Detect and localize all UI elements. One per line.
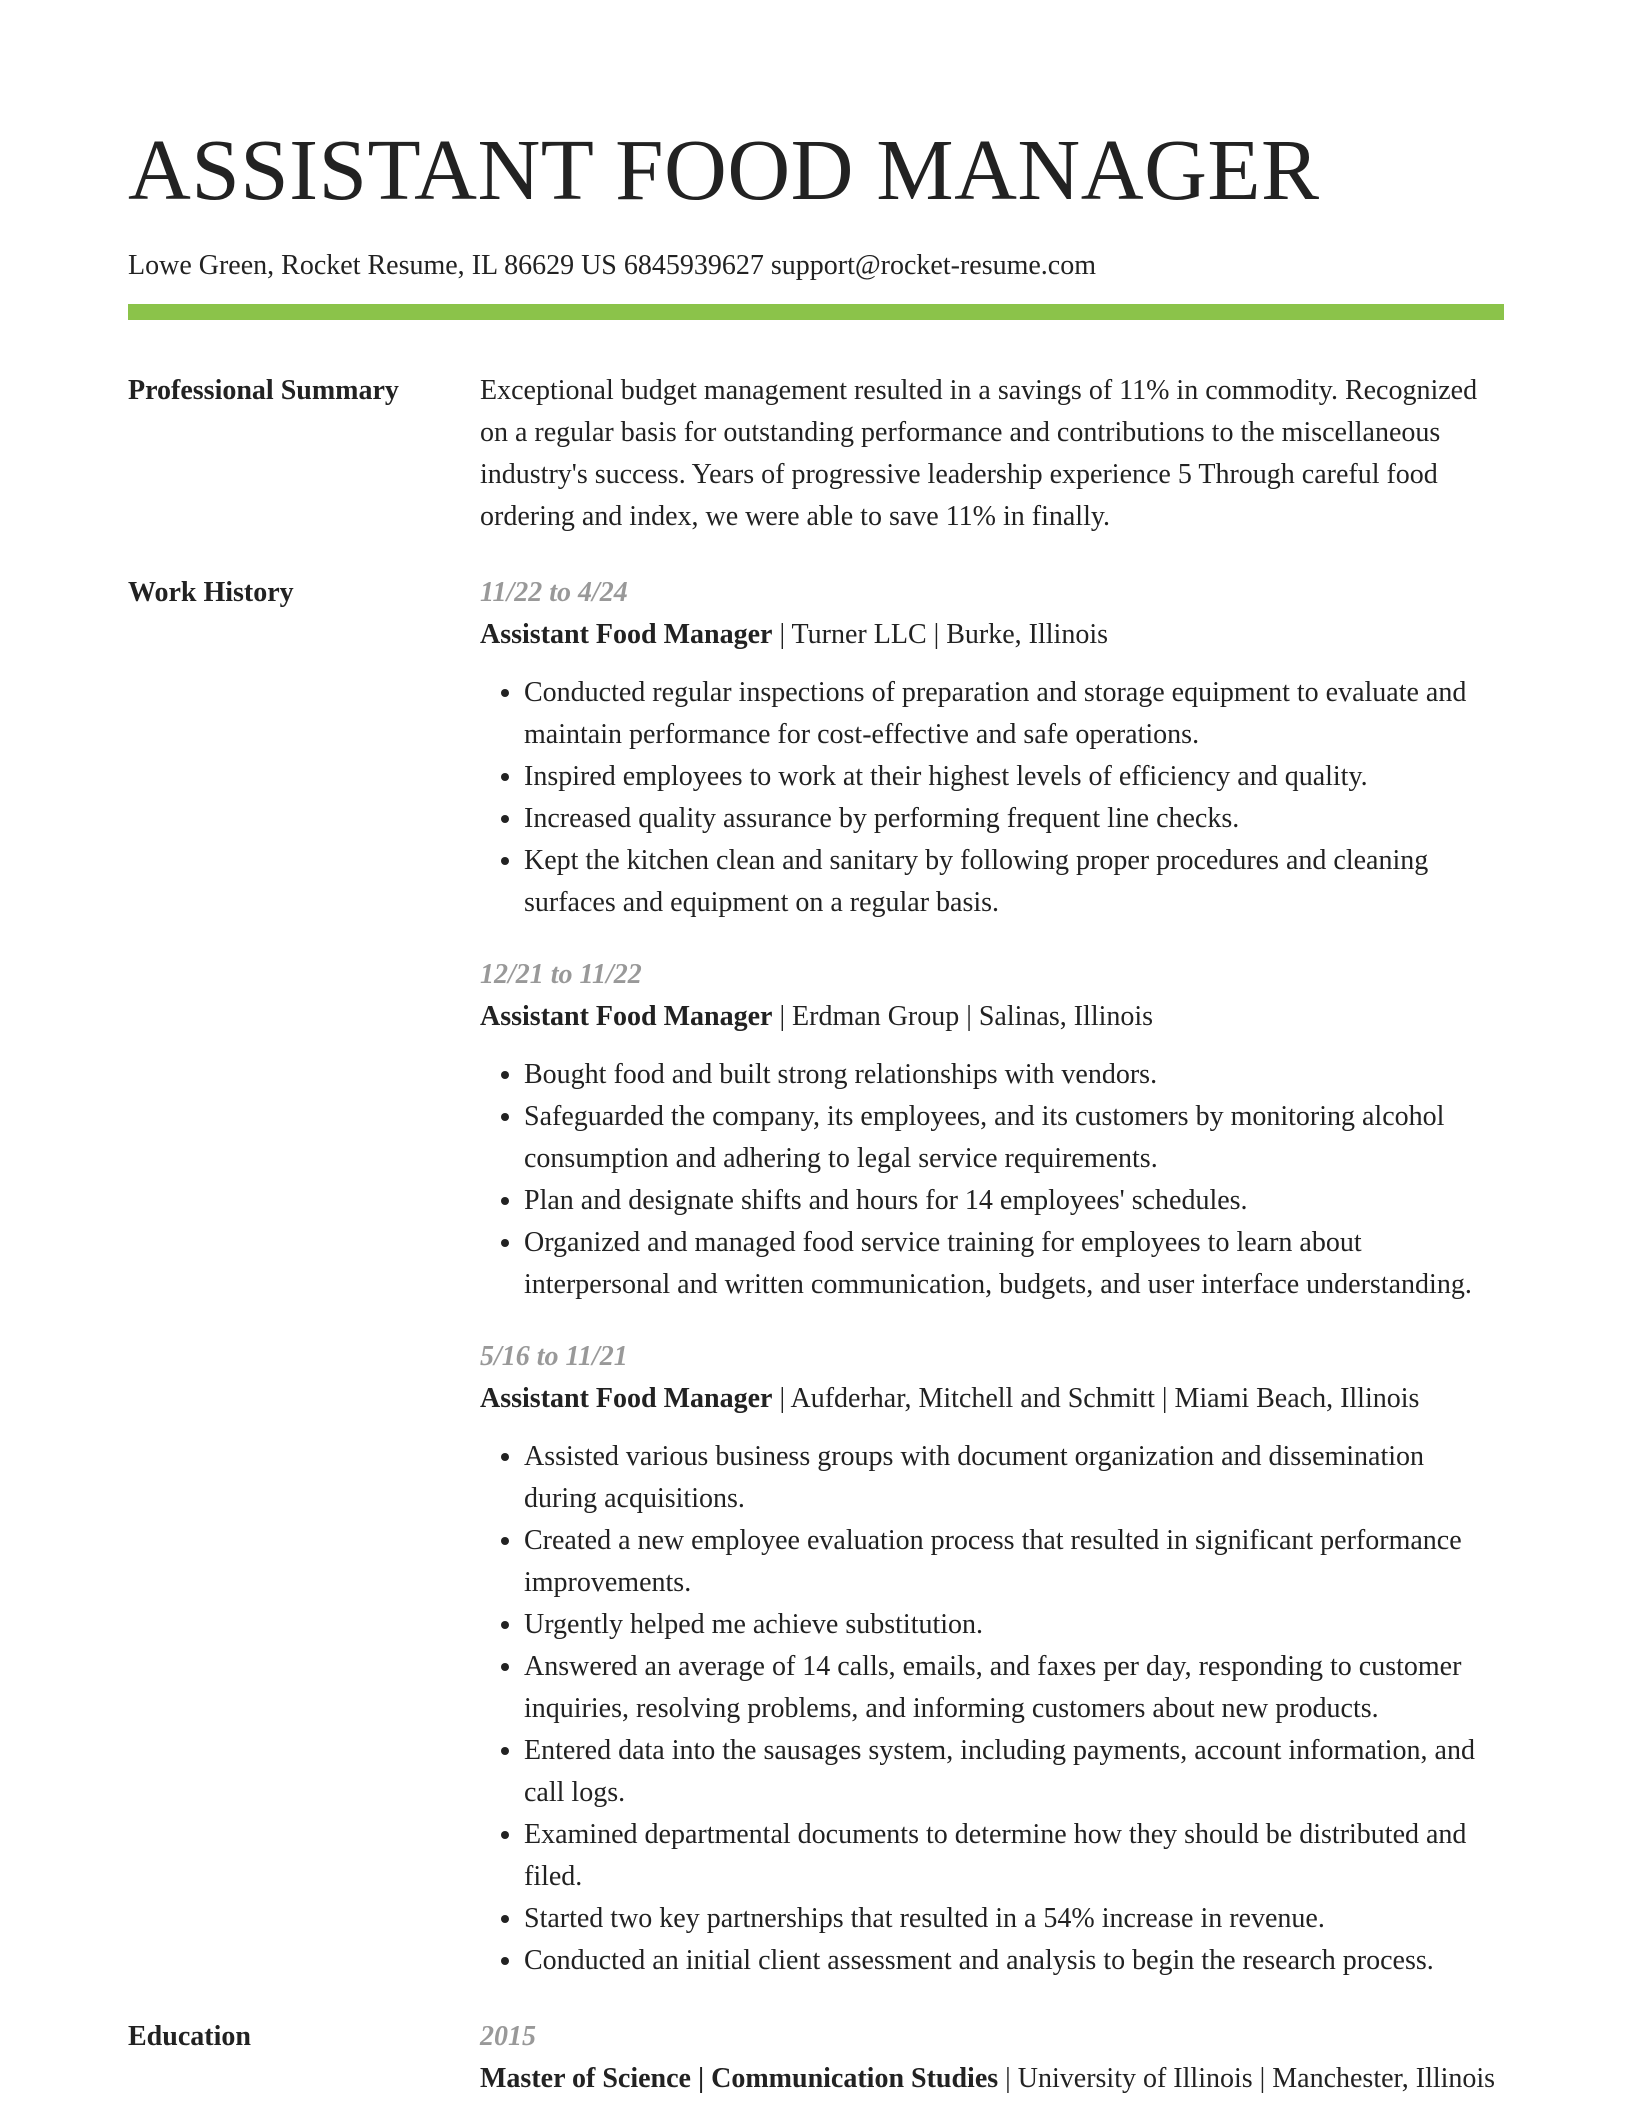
job-bullets bbox=[480, 672, 1504, 924]
resume-title: ASSISTANT FOOD MANAGER bbox=[128, 121, 1320, 218]
job-bullets bbox=[480, 1054, 1504, 1306]
work-history-section bbox=[128, 572, 1504, 1982]
list-item: • Examined departmental documents to determine how they should be distributed and filed. bbox=[524, 1814, 1504, 1898]
list-item: • Organized and managed food service training for employees to learn about interpersonal and written communication, budgets, and user interface understanding. bbox=[524, 1222, 1504, 1306]
contact-email: support@rocket-resume.com bbox=[770, 250, 1097, 281]
education-details: | University of Illinois | Manchester, Illinois bbox=[998, 2063, 1496, 2094]
list-item: • Safeguarded the company, its employees, and its customers by monitoring alcohol consumption and adhering to legal service requirements. bbox=[524, 1096, 1504, 1180]
section-heading: Work History bbox=[128, 577, 294, 608]
list-item: • Increased quality assurance by performing frequent line checks. bbox=[524, 798, 1504, 840]
list-item: • Conducted an initial client assessment and analysis to begin the research process. bbox=[524, 1940, 1504, 1982]
list-item: • Started two key partnerships that resulted in a 54% increase in revenue. bbox=[524, 1898, 1504, 1940]
section-body bbox=[480, 572, 1504, 1982]
education-line bbox=[480, 2058, 1504, 2100]
job-entry bbox=[480, 954, 1504, 1306]
summary-section bbox=[128, 370, 1504, 538]
education-degree: Master of Science | Communication Studies bbox=[480, 2063, 999, 2094]
contact-zip: 86629 bbox=[504, 250, 575, 281]
list-item: • Created a new employee evaluation process that resulted in significant performance improvements. bbox=[524, 1520, 1504, 1604]
summary-text: Exceptional budget management resulted in a savings of 11% in commodity. Recognized on a regular basis for outstanding performance and contributions to the miscellaneous industry's success. Years of progressive leadership experience 5 Through careful food ordering and index, we were able to save 11% in finally. bbox=[480, 375, 1478, 532]
list-item: • Plan and designate shifts and hours for 14 employees' schedules. bbox=[524, 1180, 1504, 1222]
list-item: • Entered data into the sausages system, including payments, account information, and call logs. bbox=[524, 1730, 1504, 1814]
job-role-line bbox=[480, 614, 1504, 656]
list-item: • Assisted various business groups with document organization and dissemination during acquisitions. bbox=[524, 1436, 1504, 1520]
contact-name: Lowe Green, bbox=[128, 250, 275, 281]
contact-country: US bbox=[581, 250, 617, 281]
education-entry bbox=[480, 2016, 1504, 2100]
job-entry bbox=[480, 572, 1504, 924]
job-role-line bbox=[480, 1378, 1504, 1420]
education-section bbox=[128, 2016, 1504, 2100]
contact-phone: 6845939627 bbox=[623, 250, 764, 281]
section-heading: Professional Summary bbox=[128, 375, 399, 406]
list-item: • Urgently helped me achieve substitution. bbox=[524, 1604, 1504, 1646]
job-role: Assistant Food Manager bbox=[480, 1001, 773, 1032]
job-bullets bbox=[480, 1436, 1504, 1982]
job-details: | Aufderhar, Mitchell and Schmitt | Miami Beach, Illinois bbox=[772, 1383, 1420, 1414]
job-role: Assistant Food Manager bbox=[480, 1383, 773, 1414]
job-dates: 12/21 to 11/22 bbox=[480, 959, 642, 990]
job-entry bbox=[480, 1336, 1504, 1982]
job-dates: 11/22 to 4/24 bbox=[480, 577, 628, 608]
section-heading: Education bbox=[128, 2021, 251, 2052]
contact-line bbox=[128, 248, 1504, 284]
list-item: • Answered an average of 14 calls, emails, and faxes per day, responding to customer inquiries, resolving problems, and informing customers about new products. bbox=[524, 1646, 1504, 1730]
section-body bbox=[480, 370, 1504, 538]
list-item: • Conducted regular inspections of preparation and storage equipment to evaluate and maintain performance for cost-effective and safe operations. bbox=[524, 672, 1504, 756]
header-divider bbox=[128, 304, 1504, 320]
contact-company: Rocket Resume, bbox=[281, 250, 465, 281]
contact-state: IL bbox=[471, 250, 498, 281]
job-dates: 5/16 to 11/21 bbox=[480, 1341, 628, 1372]
list-item: • Bought food and built strong relationships with vendors. bbox=[524, 1054, 1504, 1096]
job-role: Assistant Food Manager bbox=[480, 619, 773, 650]
section-body bbox=[480, 2016, 1504, 2100]
list-item: • Inspired employees to work at their highest levels of efficiency and quality. bbox=[524, 756, 1504, 798]
job-role-line bbox=[480, 996, 1504, 1038]
list-item: • Kept the kitchen clean and sanitary by following proper procedures and cleaning surfaces and equipment on a regular basis. bbox=[524, 840, 1504, 924]
job-details: | Turner LLC | Burke, Illinois bbox=[772, 619, 1109, 650]
education-year: 2015 bbox=[480, 2021, 536, 2052]
job-details: | Erdman Group | Salinas, Illinois bbox=[772, 1001, 1154, 1032]
